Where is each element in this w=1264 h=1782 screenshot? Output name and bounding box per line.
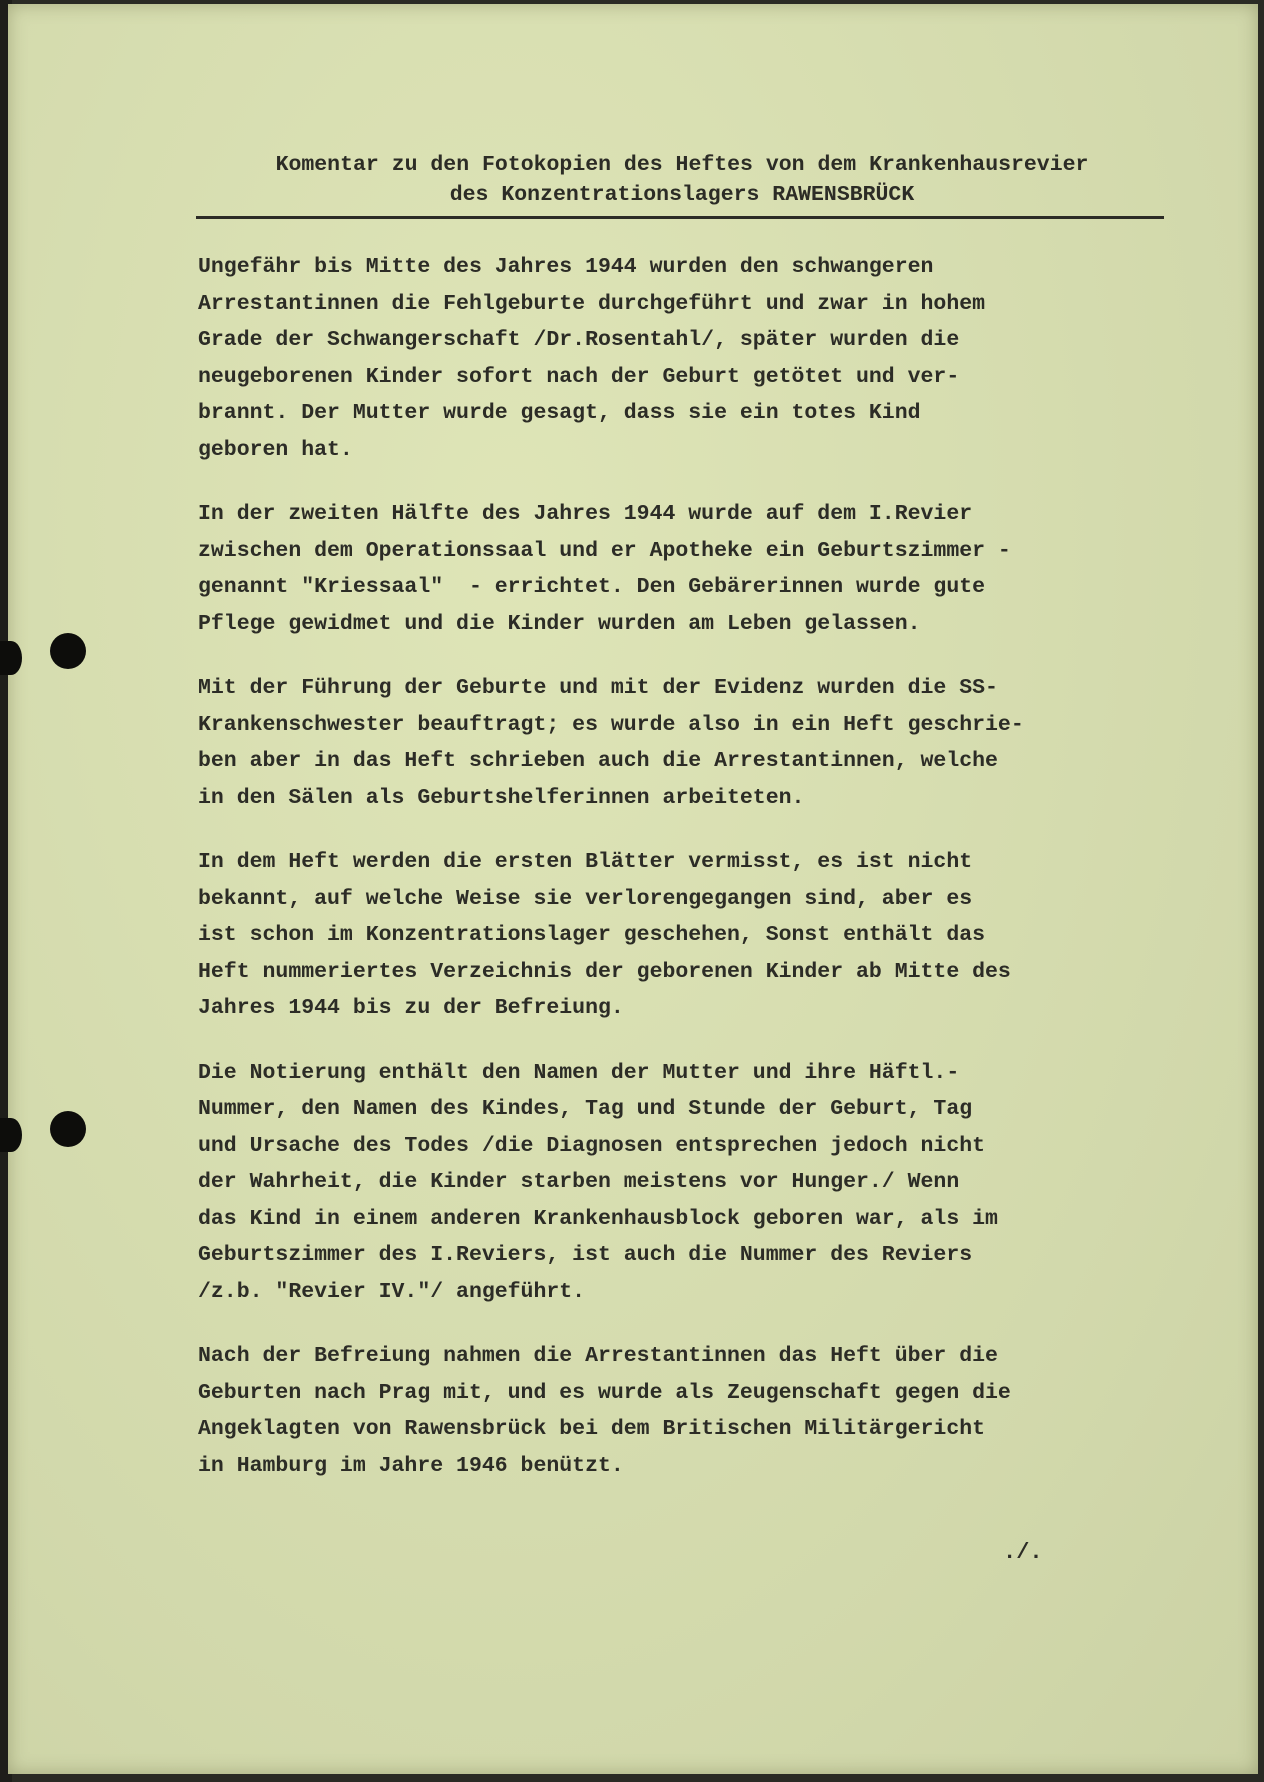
paragraph-6: Nach der Befreiung nahmen die Arrestantinnen das Heft über die Geburten nach Prag mit, und es wurde als Zeugenschaft gegen die Angeklagten von Rawensbrück bei dem Britischen Militärgericht in Hamburg im Jahre 1946 benützt. [198,1344,1011,1478]
document-heading [194,150,1170,210]
paragraph-1: Ungefähr bis Mitte des Jahres 1944 wurden den schwangeren Arrestantinnen die Fehlgeburte durchgeführt und zwar in hohem Grade der Schwangerschaft /Dr.Rosentahl/, später wurden die neugeborenen Kinder sofort nach der Geburt getötet und ver- brannt. Der Mutter wurde gesagt, dass sie ein totes Kind geboren hat. [198,255,986,462]
heading-line-2: des Konzentrationslagers RAWENSBRÜCK [449,183,915,207]
paragraph-2: In der zweiten Hälfte des Jahres 1944 wurde auf dem I.Revier zwischen dem Operationssaal und er Apotheke ein Geburtszimmer - genannt "Kriessaal" - errichtet. Den Gebärerinnen wurde gute Pflege gewidmet und die Kinder wurden am Leben gelassen. [198,502,1011,636]
edge-notch-bottom [0,1118,22,1152]
heading-line-1: Komentar zu den Fotokopien des Heftes von dem Krankenhausrevier [275,153,1089,177]
edge-notch-top [0,641,22,675]
paragraph-3: Mit der Führung der Geburte und mit der Evidenz wurden die SS- Krankenschwester beauftragt; es wurde also in ein Heft geschrie- ben aber in das Heft schrieben auch die Arrestantinnen, welche in den Sälen als Geburtshelferinnen arbeiteten. [198,676,1024,810]
signoff-mark: ./. [1003,1540,1043,1565]
paragraph-4: In dem Heft werden die ersten Blätter vermisst, es ist nicht bekannt, auf welche Weise sie verlorengegangen sind, aber es ist schon im Konzentrationslager geschehen, Sonst enthält das Heft nummeriertes Verzeichnis der geborenen Kinder ab Mitte des Jahres 1944 bis zu der Befreiung. [198,850,1011,1020]
paragraph-5: Die Notierung enthält den Namen der Mutter und ihre Häftl.- Nummer, den Namen des Kindes, Tag und Stunde der Geburt, Tag und Ursache des Todes /die Diagnosen entsprechen jedoch nicht der Wahrheit, die Kinder starben meistens vor Hunger./ Wenn das Kind in einem anderen Krankenhausblock geboren war, als im Geburtszimmer des I.Reviers, ist auch die Nummer des Reviers /z.b. "Revier IV."/ angeführt. [198,1060,998,1304]
heading-underline [196,216,1164,219]
document-body [198,150,1178,1484]
punch-hole-bottom [50,1111,86,1147]
punch-hole-top [50,633,86,669]
